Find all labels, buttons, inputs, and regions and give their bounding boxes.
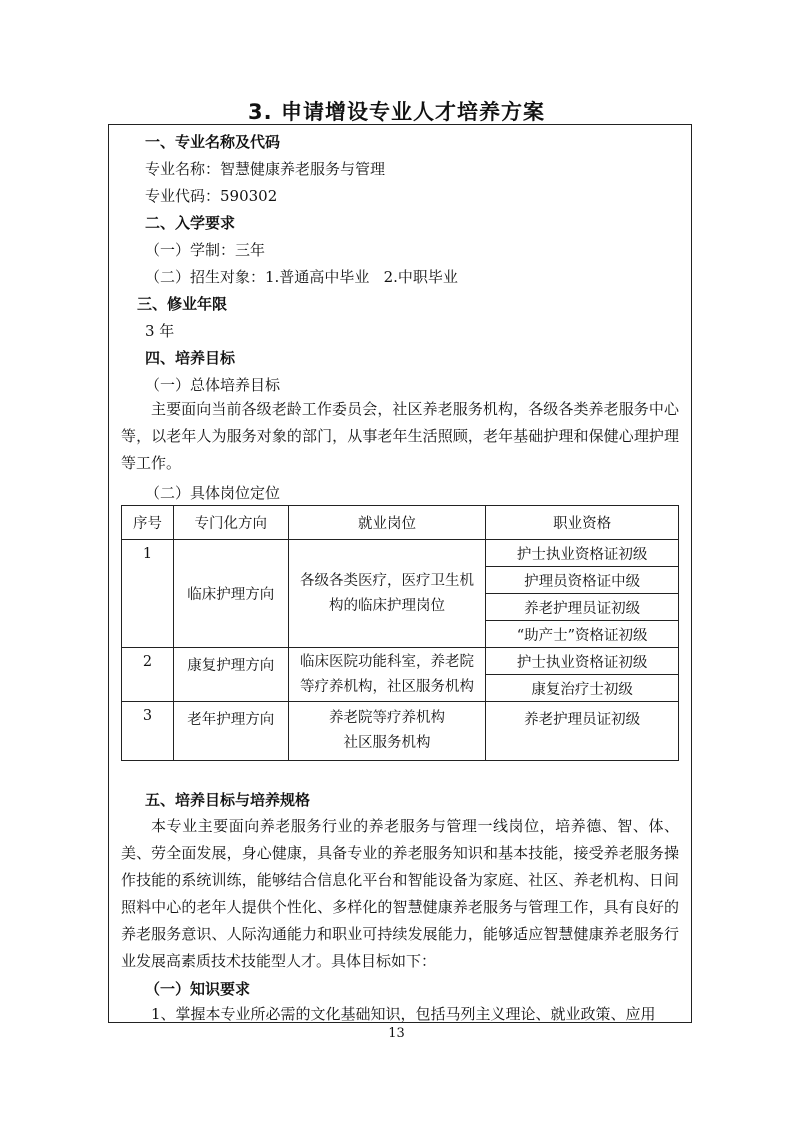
row1-direction: 临床护理方向: [173, 540, 288, 648]
table-row: [122, 702, 679, 761]
document-title: 3. 申请增设专业人才培养方案: [248, 100, 545, 124]
header-direction: 专门化方向: [173, 506, 288, 540]
job-position-table: [121, 505, 679, 761]
section-1-heading: 一、专业名称及代码: [145, 133, 281, 151]
row2-job: 临床医院功能科室，养老院等疗养机构，社区服务机构: [288, 648, 486, 702]
job-position-subheading: （二）具体岗位定位: [145, 484, 281, 502]
knowledge-item-1: 1、掌握本专业所必需的文化基础知识，包括马列主义理论、就业政策、应用: [151, 1005, 656, 1023]
header-no: 序号: [122, 506, 174, 540]
row2-qual-2: 康复治疗士初级: [486, 675, 679, 702]
table-row: [122, 648, 679, 675]
row3-direction: 老年护理方向: [173, 702, 288, 761]
row1-qual-3: 养老护理员证初级: [486, 594, 679, 621]
table-header-row: [122, 506, 679, 540]
row3-no: 3: [122, 702, 174, 761]
row3-job: [288, 702, 486, 761]
section-4-heading: 四、培养目标: [145, 349, 236, 367]
study-years-text: 3 年: [145, 322, 175, 340]
row1-job: 各级各类医疗，医疗卫生机构的临床护理岗位: [288, 540, 486, 648]
row3-qual-1: 养老护理员证初级: [486, 702, 679, 761]
enrollment-target-line: （二）招生对象：1.普通高中毕业 2.中职毕业: [145, 268, 458, 286]
section-5-heading: 五、培养目标与培养规格: [145, 791, 311, 809]
page-number: 13: [388, 1026, 405, 1041]
row1-qual-4: “助产士”资格证初级: [486, 621, 679, 648]
section-3-heading: 三、修业年限: [137, 295, 228, 313]
training-spec-paragraph: 本专业主要面向养老服务行业的养老服务与管理一线岗位，培养德、智、体、美、劳全面发展，身心健康，具备专业的养老服务知识和基本技能，接受养老服务操作技能的系统训练，能够结合信息化平台和智能设备为家庭、社区、养老机构、日间照料中心的老年人提供个性化、多样化的智慧健康养老服务与管理工作，具有良好的养老服务意识、人际沟通能力和职业可持续发展能力，能够适应智慧健康养老服务行业发展高素质技术技能型人才。具体目标如下：: [121, 817, 679, 970]
row2-no: 2: [122, 648, 174, 702]
major-name-line: 专业名称：智慧健康养老服务与管理: [145, 160, 386, 178]
row3-job-line-2: 社区服务机构: [343, 735, 431, 751]
header-job: 就业岗位: [288, 506, 486, 540]
row1-qual-2: 护理员资格证中级: [486, 567, 679, 594]
row3-job-line-1: 养老院等疗养机构: [328, 710, 445, 726]
row1-no: 1: [122, 540, 174, 648]
duration-line: （一）学制：三年: [145, 241, 266, 259]
header-qualification: 职业资格: [486, 506, 679, 540]
overall-goal-subheading: （一）总体培养目标: [145, 376, 281, 394]
row1-qual-1: 护士执业资格证初级: [486, 540, 679, 567]
overall-goal-paragraph: 主要面向当前各级老龄工作委员会，社区养老服务机构，各级各类养老服务中心等，以老年人为服务对象的部门，从事老年生活照顾，老年基础护理和保健心理护理等工作。: [121, 400, 679, 472]
row2-direction: 康复护理方向: [173, 648, 288, 702]
section-2-heading: 二、入学要求: [145, 214, 236, 232]
row2-qual-1: 护士执业资格证初级: [486, 648, 679, 675]
knowledge-requirements-subheading: （一）知识要求: [145, 980, 251, 998]
major-code-line: 专业代码：590302: [145, 187, 278, 205]
content-frame: [108, 124, 692, 1023]
table-row: [122, 540, 679, 567]
